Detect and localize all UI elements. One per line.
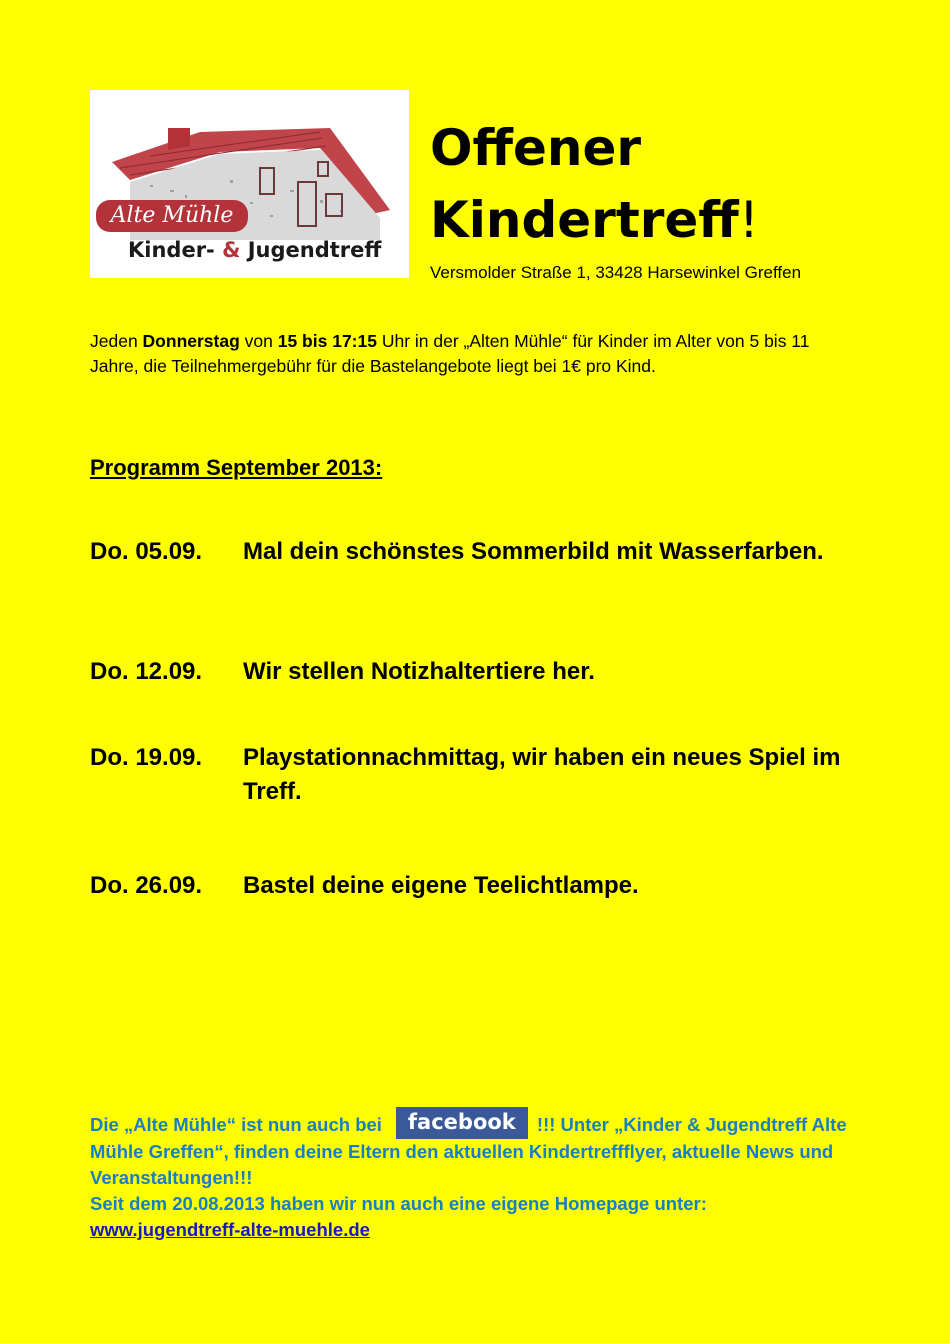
homepage-link[interactable]: www.jugendtreff-alte-muehle.de	[90, 1219, 370, 1240]
event-description: Playstationnachmittag, wir haben ein neues Spiel im Treff.	[243, 744, 841, 805]
intro-text-3: Uhr in der „Alten Mühle“ für Kinder im Alter von 5 bis 11 Jahre, die Teilnehmergebühr für die Bastelangebote liegt bei 1€ pro Kind.	[90, 331, 810, 376]
address: Versmolder Straße 1, 33428 Harsewinkel Greffen	[430, 263, 802, 282]
event-description: Wir stellen Notizhaltertiere her.	[243, 658, 595, 685]
event-date: Do. 05.09.	[90, 538, 203, 565]
title-exclamation: !	[738, 191, 759, 249]
event-description: Mal dein schönstes Sommerbild mit Wasserfarben.	[243, 538, 824, 565]
footer-pre-facebook: Die „Alte Mühle“ ist nun auch bei	[90, 1114, 382, 1135]
alte-muehle-logo	[90, 90, 409, 278]
logo-subtitle	[128, 238, 408, 262]
title-line-2	[430, 184, 759, 256]
facebook-logo[interactable]: facebook	[396, 1107, 528, 1139]
intro-time: 15 bis 17:15	[277, 331, 377, 351]
event-description: Bastel deine eigene Teelichtlampe.	[243, 872, 639, 899]
title-line-2-text: Kindertreff	[430, 191, 739, 249]
event-date: Do. 26.09.	[90, 872, 203, 899]
intro-text-1: Jeden	[90, 331, 143, 351]
intro-text-2: von	[239, 331, 278, 351]
event-date: Do. 12.09.	[90, 658, 203, 685]
event-date: Do. 19.09.	[90, 744, 203, 771]
logo-sub-suffix: Jugendtreff	[247, 238, 382, 262]
page-title	[430, 112, 759, 256]
homepage-line: Seit dem 20.08.2013 haben wir nun auch eine eigene Homepage unter:	[90, 1193, 707, 1214]
footer-info	[90, 1107, 860, 1243]
programm-heading: Programm September 2013:	[90, 455, 383, 480]
logo-sub-prefix: Kinder-	[128, 238, 215, 262]
logo-sub-amp: &	[222, 238, 241, 262]
intro-day: Donnerstag	[142, 331, 240, 351]
title-line-1: Offener	[430, 119, 642, 177]
footer-post-facebook: !!! Unter „Kinder & Jugendtreff Alte Mühle Greffen“, finden deine Eltern den aktuellen Kindertreffflyer, aktuelle News und Veranstaltungen!!!	[90, 1114, 847, 1188]
logo-badge: Alte Mühle	[96, 200, 248, 232]
intro-paragraph	[90, 329, 850, 379]
